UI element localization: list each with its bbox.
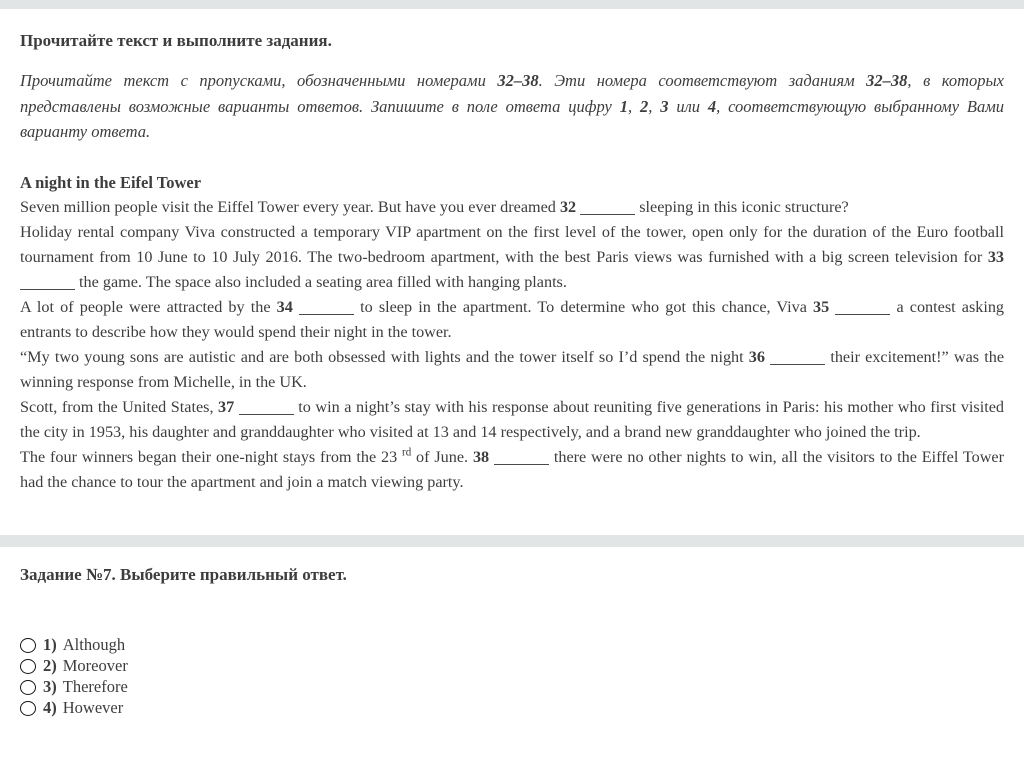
answer-option-4[interactable] bbox=[20, 698, 1004, 719]
answer-blank bbox=[770, 360, 825, 365]
reading-paragraph: Holiday rental company Viva constructed a temporary VIP apartment on the first level of the tower, open only for the duration of the Euro football tournament from 10 June to 10 July 2016. The two-bedroom apartment, with the best Paris views was furnished with a big screen television for 33 the game. The space also included a seating area filled with hanging plants. bbox=[20, 222, 1004, 291]
reading-paragraph: Seven million people visit the Eiffel Tower every year. But have you ever dreamed 32 sleeping in this iconic structure? bbox=[20, 197, 849, 216]
radio-button[interactable] bbox=[20, 680, 36, 695]
option-label: Moreover bbox=[62, 656, 128, 675]
top-border-strip bbox=[0, 0, 1024, 9]
option-label: Although bbox=[62, 635, 126, 654]
answer-option-2[interactable] bbox=[20, 656, 1004, 677]
radio-button[interactable] bbox=[20, 701, 36, 716]
answer-blank bbox=[20, 285, 75, 290]
answer-blank bbox=[239, 410, 294, 415]
option-number: 1) bbox=[43, 635, 57, 654]
reading-paragraph: Scott, from the United States, 37 to win a night’s stay with his response about reuniting five generations in Paris: his mother who first visited the city in 1953, his daughter and granddaughter who visited at 13 and 14 respectively, and a brand new granddaughter who joined the trip. bbox=[20, 397, 1005, 441]
section-divider bbox=[0, 535, 1024, 547]
task-instructions: Прочитайте текст с пропусками, обозначенными номерами 32–38. Эти номера соответствуют заданиям 32–38, в которых представлены возможные варианты ответов. Запишите в поле ответа цифру 1, 2, 3 или 4, соответствующую выбранному Вами варианту ответа. bbox=[20, 71, 1005, 141]
options-list bbox=[20, 635, 1004, 719]
answer-option-3[interactable] bbox=[20, 677, 1004, 698]
question-section bbox=[0, 547, 1024, 761]
radio-button[interactable] bbox=[20, 659, 36, 674]
answer-option-1[interactable] bbox=[20, 635, 1004, 656]
answer-blank bbox=[494, 460, 549, 465]
answer-blank bbox=[835, 310, 890, 315]
reading-section bbox=[0, 9, 1024, 535]
instructions-heading: Прочитайте текст и выполните задания. bbox=[20, 31, 332, 50]
option-label: Therefore bbox=[62, 677, 128, 696]
radio-button[interactable] bbox=[20, 638, 36, 653]
question-heading: Задание №7. Выберите правильный ответ. bbox=[20, 564, 347, 584]
answer-blank bbox=[299, 310, 354, 315]
option-number: 4) bbox=[43, 698, 57, 717]
answer-blank bbox=[580, 210, 635, 215]
option-number: 3) bbox=[43, 677, 57, 696]
reading-paragraph: “My two young sons are autistic and are both obsessed with lights and the tower itself so I’d spend the night 36 their excitement!” was the winning response from Michelle, in the UK. bbox=[20, 347, 1005, 391]
reading-paragraph: The four winners began their one-night stays from the 23 $^{rd}$ of June. 38 there were no other nights to win, all the visitors to the Eiffel Tower had the chance to tour the apartment and join a match viewing party. bbox=[20, 446, 1004, 491]
reading-text-title: A night in the Eifel Tower bbox=[20, 172, 202, 192]
reading-paragraph: A lot of people were attracted by the 34 to sleep in the apartment. To determine who got this chance, Viva 35 a contest asking entrants to describe how they would spend their night in the tower. bbox=[20, 297, 1005, 341]
option-label: However bbox=[62, 698, 124, 717]
option-number: 2) bbox=[43, 656, 57, 675]
